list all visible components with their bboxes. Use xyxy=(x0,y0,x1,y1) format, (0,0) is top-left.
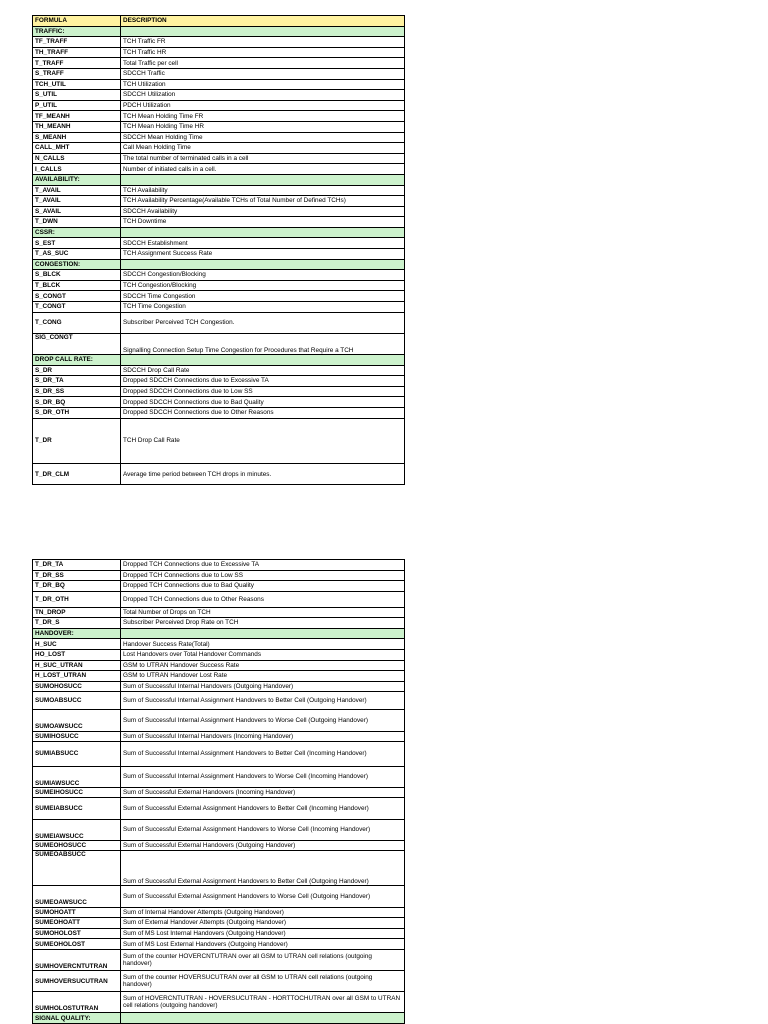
section-row xyxy=(33,355,405,366)
formula-cell: T_DR_BQ xyxy=(33,581,121,592)
description-cell: SDCCH Traffic xyxy=(121,68,405,79)
table-row xyxy=(33,291,405,302)
formula-cell: T_DR_CLM xyxy=(33,464,121,485)
description-cell: TCH Time Congestion xyxy=(121,302,405,313)
formula-cell: T_DR_S xyxy=(33,618,121,629)
description-cell: TCH Traffic FR xyxy=(121,37,405,48)
section-row xyxy=(33,259,405,270)
description-cell: Sum of Successful Internal Assignment Handovers to Better Cell (Incoming Handover) xyxy=(121,742,405,766)
table-row xyxy=(33,386,405,397)
description-cell: TCH Congestion/Blocking xyxy=(121,280,405,291)
formula-table-2 xyxy=(32,559,405,1024)
table-row xyxy=(33,660,405,671)
formula-cell: SUMEIAWSUCC xyxy=(33,819,121,840)
table-row xyxy=(33,121,405,132)
table-row xyxy=(33,217,405,228)
table-row xyxy=(33,787,405,798)
formula-cell: N_CALLS xyxy=(33,153,121,164)
table-row xyxy=(33,581,405,592)
description-cell: TCH Mean Holding Time HR xyxy=(121,121,405,132)
formula-cell: T_TRAFF xyxy=(33,58,121,69)
formula-cell: S_DR_SS xyxy=(33,386,121,397)
section-title: SIGNAL QUALITY: xyxy=(33,1013,121,1024)
formula-cell: TN_DROP xyxy=(33,607,121,618)
table-row xyxy=(33,164,405,175)
formula-cell: TF_TRAFF xyxy=(33,37,121,48)
formula-cell: H_SUC_UTRAN xyxy=(33,660,121,671)
table-row xyxy=(33,692,405,710)
description-cell: Dropped SDCCH Connections due to Other Reasons xyxy=(121,407,405,418)
formula-cell: T_AS_SUC xyxy=(33,249,121,260)
table-row xyxy=(33,650,405,661)
table-row xyxy=(33,206,405,217)
table-row xyxy=(33,100,405,111)
description-cell: Sum of Successful External Assignment Handovers to Better Cell (Outgoing Handover) xyxy=(121,851,405,886)
table-row xyxy=(33,607,405,618)
formula-cell: S_DR_OTH xyxy=(33,407,121,418)
table-row xyxy=(33,766,405,787)
table-row xyxy=(33,238,405,249)
formula-cell: SUMOHOATT xyxy=(33,907,121,918)
formula-cell: T_DWN xyxy=(33,217,121,228)
description-cell: Sum of Successful External Assignment Handovers to Better Cell (Incoming Handover) xyxy=(121,798,405,819)
table-row xyxy=(33,671,405,682)
table-row xyxy=(33,111,405,122)
formula-cell: S_TRAFF xyxy=(33,68,121,79)
description-cell: Sum of MS Lost External Handovers (Outgoing Handover) xyxy=(121,939,405,950)
table-row xyxy=(33,249,405,260)
table-row xyxy=(33,185,405,196)
section-title: AVAILABILITY: xyxy=(33,174,121,185)
description-cell: Sum of Successful External Assignment Handovers to Worse Cell (Outgoing Handover) xyxy=(121,886,405,907)
description-cell: Dropped TCH Connections due to Excessive TA xyxy=(121,560,405,571)
section-title: TRAFFIC: xyxy=(33,26,121,37)
formula-cell: T_DR xyxy=(33,418,121,464)
formula-cell: CALL_MHT xyxy=(33,143,121,154)
description-cell: SDCCH Congestion/Blocking xyxy=(121,270,405,281)
description-cell xyxy=(121,355,405,366)
section-title: CONGESTION: xyxy=(33,259,121,270)
formula-cell: SUMHOVERCNTUTRAN xyxy=(33,949,121,970)
description-cell: TCH Availability xyxy=(121,185,405,196)
formula-cell: SUMOABSUCC xyxy=(33,692,121,710)
formula-cell: SUMOHOSUCC xyxy=(33,681,121,692)
section-title: CSSR: xyxy=(33,227,121,238)
description-cell: Average time period between TCH drops in minutes. xyxy=(121,464,405,485)
formula-cell: SUMEOHOSUCC xyxy=(33,840,121,851)
formula-cell: S_BLCK xyxy=(33,270,121,281)
formula-cell: T_DR_SS xyxy=(33,570,121,581)
description-cell: Sum of Successful Internal Handovers (Outgoing Handover) xyxy=(121,681,405,692)
description-cell: TCH Drop Call Rate xyxy=(121,418,405,464)
description-cell: Subscriber Perceived Drop Rate on TCH xyxy=(121,618,405,629)
description-cell: Sum of Successful Internal Handovers (Incoming Handover) xyxy=(121,731,405,742)
description-cell: Subscriber Perceived TCH Congestion. xyxy=(121,312,405,333)
description-cell: Dropped TCH Connections due to Other Reasons xyxy=(121,591,405,607)
table-row xyxy=(33,376,405,387)
description-cell xyxy=(121,259,405,270)
table-row xyxy=(33,270,405,281)
formula-cell: TH_TRAFF xyxy=(33,47,121,58)
table-row xyxy=(33,840,405,851)
description-cell: Sum of Successful Internal Assignment Handovers to Better Cell (Outgoing Handover) xyxy=(121,692,405,710)
formula-cell: T_AVAIL xyxy=(33,196,121,207)
description-cell: TCH Assignment Success Rate xyxy=(121,249,405,260)
description-cell: PDCH Utilization xyxy=(121,100,405,111)
formula-cell: T_CONG xyxy=(33,312,121,333)
table-row xyxy=(33,742,405,766)
table-row xyxy=(33,560,405,571)
section-row xyxy=(33,174,405,185)
description-cell: Signalling Connection Setup Time Congestion for Procedures that Require a TCH xyxy=(121,333,405,354)
description-cell: Sum of MS Lost Internal Handovers (Outgoing Handover) xyxy=(121,928,405,939)
description-cell: Sum of External Handover Attempts (Outgoing Handover) xyxy=(121,918,405,929)
description-cell: Lost Handovers over Total Handover Commands xyxy=(121,650,405,661)
description-cell: SDCCH Drop Call Rate xyxy=(121,365,405,376)
formula-cell: S_DR_BQ xyxy=(33,397,121,408)
description-cell: SDCCH Establishment xyxy=(121,238,405,249)
table-row xyxy=(33,971,405,992)
table-row xyxy=(33,90,405,101)
table-row xyxy=(33,639,405,650)
description-cell: Dropped SDCCH Connections due to Bad Quality xyxy=(121,397,405,408)
formula-column-header: FORMULA xyxy=(33,16,121,27)
table-row xyxy=(33,851,405,886)
formula-cell: SUMIABSUCC xyxy=(33,742,121,766)
description-column-header: DESCRIPTION xyxy=(121,16,405,27)
formula-cell: S_MEANH xyxy=(33,132,121,143)
description-cell xyxy=(121,26,405,37)
description-cell: SDCCH Mean Holding Time xyxy=(121,132,405,143)
formula-cell: T_DR_TA xyxy=(33,560,121,571)
description-cell: Sum of the counter HOVERCNTUTRAN over all GSM to UTRAN cell relations (outgoing handover) xyxy=(121,949,405,970)
section-row xyxy=(33,227,405,238)
description-cell: Number of initiated calls in a cell. xyxy=(121,164,405,175)
formula-cell: S_DR xyxy=(33,365,121,376)
formula-cell: I_CALLS xyxy=(33,164,121,175)
table-row xyxy=(33,418,405,464)
table-row xyxy=(33,907,405,918)
formula-cell: T_DR_OTH xyxy=(33,591,121,607)
formula-cell: H_SUC xyxy=(33,639,121,650)
description-cell: Sum of Internal Handover Attempts (Outgoing Handover) xyxy=(121,907,405,918)
description-cell: SDCCH Time Congestion xyxy=(121,291,405,302)
table-row xyxy=(33,68,405,79)
description-cell: Sum of Successful External Assignment Handovers to Worse Cell (Incoming Handover) xyxy=(121,819,405,840)
table-row xyxy=(33,365,405,376)
description-cell: Sum of Successful External Handovers (Incoming Handover) xyxy=(121,787,405,798)
description-cell: Dropped TCH Connections due to Bad Quality xyxy=(121,581,405,592)
description-cell: GSM to UTRAN Handover Lost Rate xyxy=(121,671,405,682)
formula-cell: HO_LOST xyxy=(33,650,121,661)
description-cell: Sum of the counter HOVERSUCUTRAN over all GSM to UTRAN cell relations (outgoing handover) xyxy=(121,971,405,992)
description-cell: SDCCH Availability xyxy=(121,206,405,217)
table-row xyxy=(33,79,405,90)
formula-cell: SUMOHOLOST xyxy=(33,928,121,939)
description-cell: Call Mean Holding Time xyxy=(121,143,405,154)
formula-cell: SUMEOHOATT xyxy=(33,918,121,929)
formula-cell: S_EST xyxy=(33,238,121,249)
table-row xyxy=(33,397,405,408)
table-row xyxy=(33,992,405,1013)
formula-cell: S_UTIL xyxy=(33,90,121,101)
table-row xyxy=(33,47,405,58)
formula-cell: SUMIHOSUCC xyxy=(33,731,121,742)
description-cell: Sum of Successful Internal Assignment Handovers to Worse Cell (Outgoing Handover) xyxy=(121,710,405,731)
table-row xyxy=(33,798,405,819)
section-row xyxy=(33,1013,405,1024)
table-row xyxy=(33,681,405,692)
formula-cell: T_AVAIL xyxy=(33,185,121,196)
table-row xyxy=(33,280,405,291)
table-row xyxy=(33,196,405,207)
table-row xyxy=(33,886,405,907)
formula-cell: TF_MEANH xyxy=(33,111,121,122)
table-row xyxy=(33,918,405,929)
table-row xyxy=(33,710,405,731)
table-row xyxy=(33,819,405,840)
table-row xyxy=(33,591,405,607)
section-title: HANDOVER: xyxy=(33,628,121,639)
formula-cell: SUMHOLOSTUTRAN xyxy=(33,992,121,1013)
table-row xyxy=(33,312,405,333)
formula-cell: SUMEOHOLOST xyxy=(33,939,121,950)
description-cell: TCH Traffic HR xyxy=(121,47,405,58)
table-row xyxy=(33,939,405,950)
description-cell: Sum of Successful Internal Assignment Handovers to Worse Cell (Incoming Handover) xyxy=(121,766,405,787)
table-row xyxy=(33,407,405,418)
description-cell: Sum of Successful External Handovers (Outgoing Handover) xyxy=(121,840,405,851)
formula-cell: TCH_UTIL xyxy=(33,79,121,90)
formula-cell: SIG_CONGT xyxy=(33,333,121,354)
description-cell: TCH Mean Holding Time FR xyxy=(121,111,405,122)
formula-cell: SUMEIABSUCC xyxy=(33,798,121,819)
table-row xyxy=(33,731,405,742)
description-cell: The total number of terminated calls in a cell xyxy=(121,153,405,164)
table-row xyxy=(33,618,405,629)
formula-cell: SUMIAWSUCC xyxy=(33,766,121,787)
description-cell xyxy=(121,227,405,238)
table-row xyxy=(33,58,405,69)
formula-cell: SUMEOABSUCC xyxy=(33,851,121,886)
formula-cell: SUMOAWSUCC xyxy=(33,710,121,731)
formula-cell: S_CONGT xyxy=(33,291,121,302)
table-row xyxy=(33,928,405,939)
table-row xyxy=(33,949,405,970)
table-row xyxy=(33,464,405,485)
description-cell: TCH Utilization xyxy=(121,79,405,90)
description-cell: TCH Downtime xyxy=(121,217,405,228)
description-cell: Dropped SDCCH Connections due to Excessive TA xyxy=(121,376,405,387)
description-cell: Sum of HOVERCNTUTRAN - HOVERSUCUTRAN - HORTTOCHUTRAN over all GSM to UTRAN cell relations (outgoing handover) xyxy=(121,992,405,1013)
header-row xyxy=(33,16,405,27)
formula-table-1 xyxy=(32,15,405,485)
description-cell: Total Number of Drops on TCH xyxy=(121,607,405,618)
formula-cell: T_CONGT xyxy=(33,302,121,313)
table-row xyxy=(33,302,405,313)
table-row xyxy=(33,153,405,164)
formula-cell: H_LOST_UTRAN xyxy=(33,671,121,682)
table-row xyxy=(33,143,405,154)
description-cell: Total Traffic per cell xyxy=(121,58,405,69)
formula-cell: SUMHOVERSUCUTRAN xyxy=(33,971,121,992)
table-row xyxy=(33,37,405,48)
section-row xyxy=(33,628,405,639)
formula-cell: S_AVAIL xyxy=(33,206,121,217)
table-row xyxy=(33,570,405,581)
formula-cell: TH_MEANH xyxy=(33,121,121,132)
section-row xyxy=(33,26,405,37)
description-cell: GSM to UTRAN Handover Success Rate xyxy=(121,660,405,671)
description-cell xyxy=(121,1013,405,1024)
formula-cell: SUMEIHOSUCC xyxy=(33,787,121,798)
table-row xyxy=(33,132,405,143)
section-title: DROP CALL RATE: xyxy=(33,355,121,366)
description-cell xyxy=(121,174,405,185)
formula-cell: P_UTIL xyxy=(33,100,121,111)
description-cell: Dropped TCH Connections due to Low SS xyxy=(121,570,405,581)
formula-cell: SUMEOAWSUCC xyxy=(33,886,121,907)
description-cell xyxy=(121,628,405,639)
description-cell: SDCCH Utilization xyxy=(121,90,405,101)
formula-cell: S_DR_TA xyxy=(33,376,121,387)
description-cell: Dropped SDCCH Connections due to Low SS xyxy=(121,386,405,397)
formula-cell: T_BLCK xyxy=(33,280,121,291)
description-cell: TCH Availability Percentage(Available TCHs of Total Number of Defined TCHs) xyxy=(121,196,405,207)
description-cell: Handover Success Rate(Total) xyxy=(121,639,405,650)
table-row xyxy=(33,333,405,354)
